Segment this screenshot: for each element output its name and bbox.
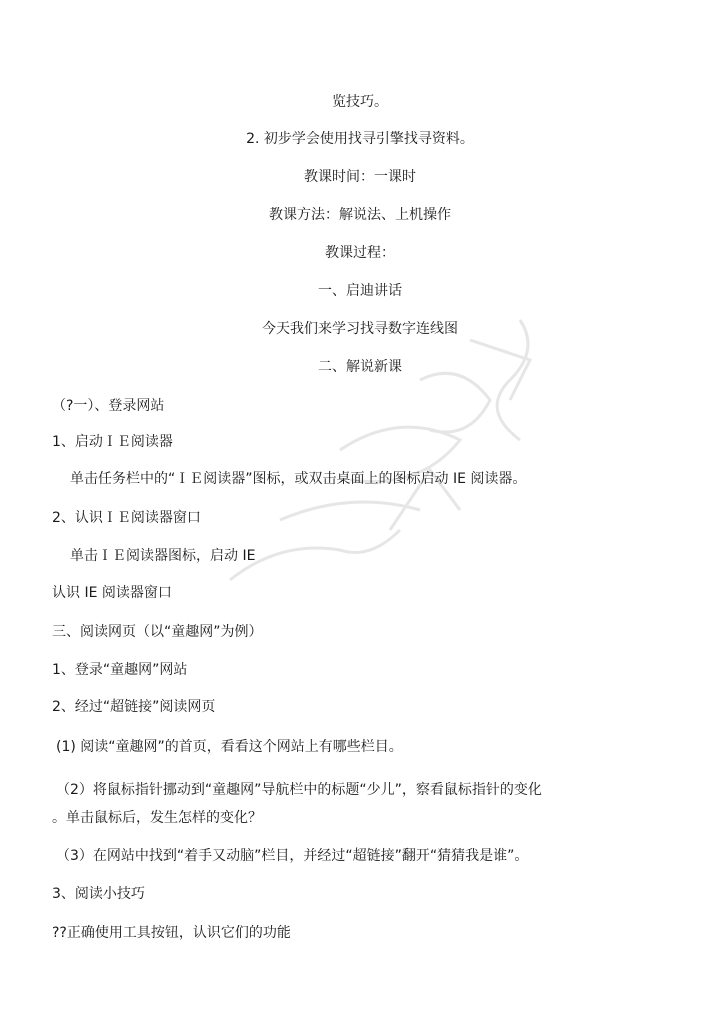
doc-line-18: (1) 阅读“童趣网”的首页，看看这个网站上有哪些栏目。: [56, 739, 403, 755]
doc-line-3: 教课时间：一课时: [304, 169, 416, 185]
doc-line-17: 2、经过“超链接”阅读网页: [52, 699, 216, 715]
doc-line-2: 2. 初步学会使用找寻引擎找寻资料。: [246, 131, 474, 147]
doc-line-22: 3、阅读小技巧: [52, 886, 145, 902]
doc-line-11: 单击任务栏中的“ＩＥ阅读器”图标，或双击桌面上的图标启动 IE 阅读器。: [70, 471, 527, 487]
doc-line-19: （2）将鼠标指针挪动到“童趣网”导航栏中的标题“少儿”，察看鼠标指针的变化: [56, 782, 542, 798]
doc-line-15: 三、阅读网页（以“童趣网”为例）: [52, 624, 263, 640]
doc-line-6: 一、启迪讲话: [318, 283, 402, 299]
doc-line-10: 1、启动ＩＥ阅读器: [52, 434, 173, 450]
doc-line-1: 览技巧。: [332, 94, 388, 110]
doc-line-8: 二、解说新课: [318, 359, 402, 375]
doc-line-16: 1、登录“童趣网”网站: [52, 662, 188, 678]
doc-line-4: 教课方法：解说法、上机操作: [269, 207, 451, 223]
doc-line-13: 单击ＩＥ阅读器图标，启动 IE: [70, 548, 256, 564]
watermark-stamp: [190, 300, 590, 620]
doc-line-20: 。单击鼠标后，发生怎样的变化？: [52, 810, 262, 826]
doc-line-5: 教课过程：: [325, 245, 395, 261]
doc-line-9: （?一）、登录网站: [52, 398, 165, 414]
doc-line-23: ??正确使用工具按钮，认识它们的功能: [52, 925, 291, 941]
doc-line-14: 认识 IE 阅读器窗口: [52, 585, 172, 601]
doc-line-21: （3）在网站中找到“着手又动脑”栏目，并经过“超链接”翻开“猜猜我是谁”。: [56, 848, 529, 864]
doc-line-7: 今天我们来学习找寻数字连线图: [262, 321, 458, 337]
doc-line-12: 2、认识ＩＥ阅读器窗口: [52, 510, 201, 526]
